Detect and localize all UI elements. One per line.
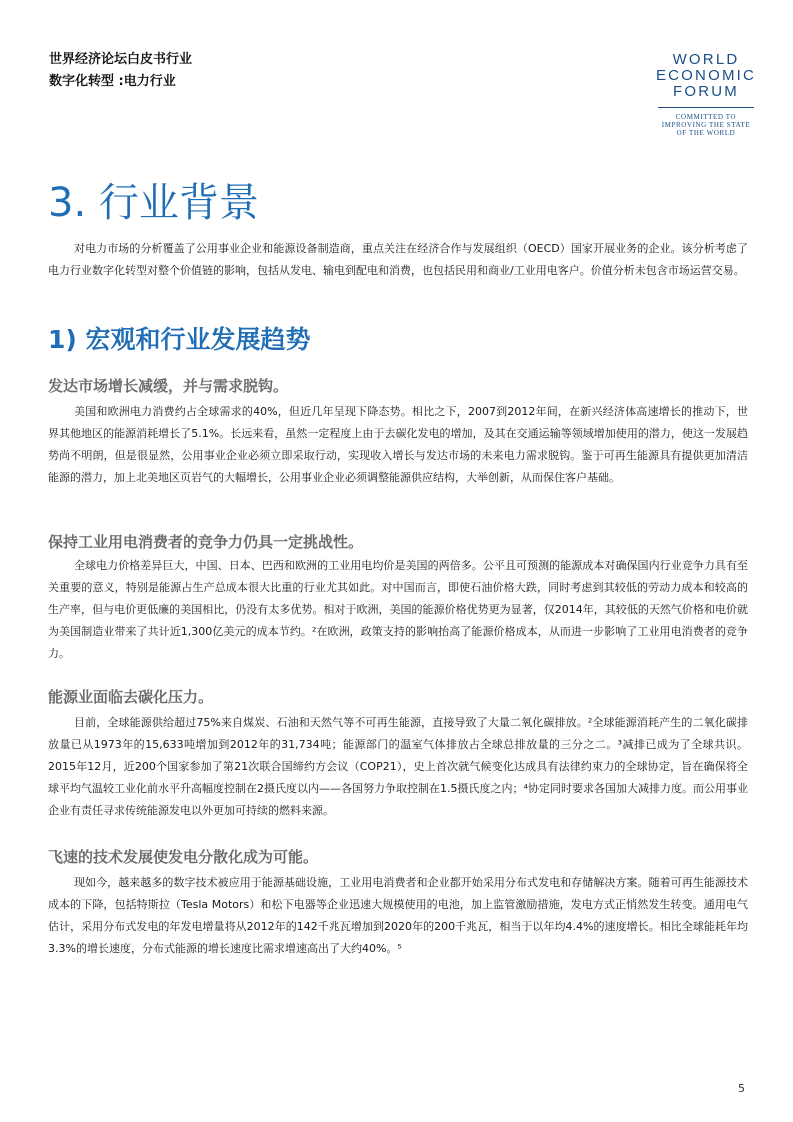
subsection-heading-3: 能源业面临去碳化压力。 — [48, 688, 214, 706]
chapter-title: 3. 行业背景 — [48, 180, 259, 226]
subsection-body-1: 美国和欧洲电力消费约占全球需求的40%，但近几年呈现下降态势。相比之下，2007到2012年间，在新兴经济体高速增长的推动下，世界其他地区的能源消耗增长了5.1%。长远来看，虽然一定程度上由于去碳化发电的增加，及其在交通运输等领域增加使用的潜力，使这一发展趋势尚不明朗，但是很显然，公用事业企业必须立即采取行动，实现收入增长与发达市场的未来电力需求脱钩。鉴于可再生能源具有提供更加清洁能源的潜力，加上北美地区页岩气的大幅增长，公用事业企业必须调整能源供应结构，大举创新，从而保住客户基础。 — [48, 405, 748, 484]
logo-word-economic: ECONOMIC — [655, 67, 757, 84]
subsection-body-3: 目前，全球能源供给超过75%来自煤炭、石油和天然气等不可再生能源，直接导致了大量二氧化碳排放。²全球能源消耗产生的二氧化碳排放量已从1973年的15,633吨增加到2012年的31,734吨；能源部门的温室气体排放占全球总排放量的三分之二。³减排已成为了全球共识。2015年12月，近200个国家参加了第21次联合国缔约方会议（COP21），史上首次就气候变化达成具有法律约束力的全球协定，旨在确保将全球平均气温较工业化前水平升高幅度控制在2摄氏度以内——各国努力争取控制在1.5摄氏度之内；⁴协定同时要求各国加大减排力度。而公用事业企业有责任寻求传统能源发电以外更加可持续的燃料来源。 — [48, 716, 748, 817]
subsection-heading-1: 发达市场增长减缓，并与需求脱钩。 — [48, 377, 289, 395]
logo-word-forum: FORUM — [673, 83, 739, 100]
wef-logo — [636, 52, 776, 137]
logo-word-world: WORLD — [672, 51, 740, 68]
logo-divider — [658, 107, 754, 108]
logo-tagline-2: IMPROVING THE STATE — [661, 121, 751, 129]
subsection-body-4: 现如今，越来越多的数字技术被应用于能源基础设施，工业用电消费者和企业都开始采用分布式发电和存储解决方案。随着可再生能源技术成本的下降，包括特斯拉（Tesla Motors）和松下电器等企业迅速大规模使用的电池，加上监管激励措施，发电方式正悄然发生转变。通用电气估计，采用分布式发电的年发电增量将从2012年的142千兆瓦增加到2020年的200千兆瓦，相当于以年均4.4%的速度增长。相比全球能耗年均3.3%的增长速度，分布式能源的增长速度比需求增速高出了大约40%。⁵ — [48, 876, 748, 955]
header-report-title: 世界经济论坛白皮书行业 — [49, 52, 193, 67]
header-report-subtitle: 数字化转型 :电力行业 — [49, 74, 176, 89]
page-number: 5 — [738, 1082, 745, 1095]
logo-tagline-1: COMMITTED TO — [675, 113, 737, 121]
subsection-heading-2: 保持工业用电消费者的竞争力仍具一定挑战性。 — [48, 533, 364, 551]
section-title: 1) 宏观和行业发展趋势 — [48, 325, 311, 354]
intro-paragraph: 对电力市场的分析覆盖了公用事业企业和能源设备制造商，重点关注在经济合作与发展组织（OECD）国家开展业务的企业。该分析考虑了电力行业数字化转型对整个价值链的影响，包括从发电、输电到配电和消费，也包括民用和商业/工业用电客户。价值分析未包含市场运营交易。 — [48, 242, 748, 277]
document-header — [49, 49, 192, 93]
subsection-body-2: 全球电力价格差异巨大，中国、日本、巴西和欧洲的工业用电均价是美国的两倍多。公平且可预测的能源成本对确保国内行业竞争力具有至关重要的意义，特别是能源占生产总成本很大比重的行业尤其如此。对中国而言，即使石油价格大跌，同时考虑到其较低的劳动力成本和较高的生产率，但与电价更低廉的美国相比，仍没有太多优势。相对于欧洲，美国的能源价格优势更为显著，仅2014年，其较低的天然气价格和电价就为美国制造业带来了共计近1,300亿美元的成本节约。²在欧洲，政策支持的影响抬高了能源价格成本，从而进一步影响了工业用电消费者的竞争力。 — [48, 559, 748, 660]
logo-tagline-3: OF THE WORLD — [676, 129, 736, 137]
subsection-heading-4: 飞速的技术发展使发电分散化成为可能。 — [48, 848, 319, 866]
